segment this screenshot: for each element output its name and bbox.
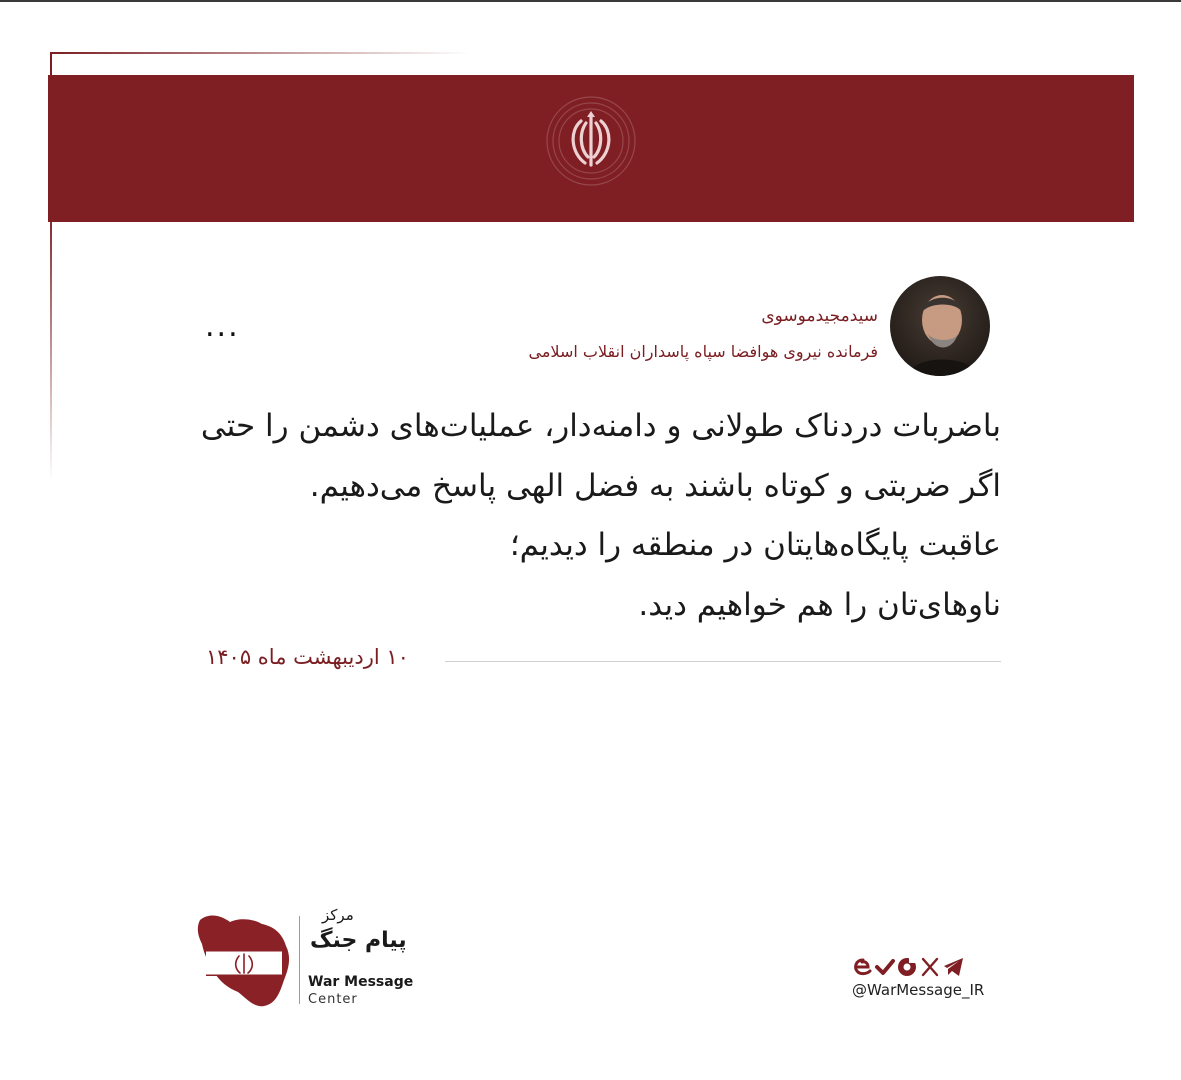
author-title: فرمانده نیروی هوافضا سپاه پاسداران انقلاب اسلامی	[528, 342, 878, 361]
frame-top-line	[50, 52, 470, 54]
logo-english-subtitle: Center	[308, 992, 358, 1007]
logo-payam-text: پیام جنگ	[310, 928, 407, 953]
war-message-logo-map	[192, 906, 296, 1010]
logo-english-title: War Message	[308, 974, 414, 990]
quote-line-4: ناوهای‌تان را هم خواهیم دید.	[638, 587, 1001, 623]
top-border-line	[0, 0, 1181, 2]
bale-icon[interactable]	[898, 958, 916, 976]
quote-line-1: باضربات دردناک طولانی و دامنه‌دار، عملیات‌های دشمن را حتی	[200, 408, 1001, 444]
x-icon[interactable]	[923, 959, 937, 975]
social-icons-row	[851, 955, 991, 979]
rubika-check-icon[interactable]	[877, 961, 893, 973]
social-handle[interactable]: @WarMessage_IR	[852, 981, 985, 999]
quote-line-3: عاقبت پایگاه‌هایتان در منطقه را دیدیم؛	[509, 527, 1001, 563]
quote-line-2: اگر ضربتی و کوتاه باشند به فضل الهی پاسخ می‌دهیم.	[309, 468, 1001, 504]
telegram-icon[interactable]	[944, 958, 963, 976]
logo-markaz-text: مرکز	[322, 906, 354, 924]
eitaa-icon[interactable]	[856, 960, 870, 974]
post-date: ۱۰ اردیبهشت ماه ۱۴۰۵	[206, 645, 409, 669]
author-name: سیدمجیدموسوی	[761, 306, 878, 326]
iran-emblem-icon	[543, 93, 639, 189]
more-options-icon[interactable]: ...	[205, 309, 240, 344]
author-avatar	[890, 276, 990, 376]
logo-separator	[299, 916, 300, 1004]
date-divider	[445, 661, 1001, 662]
